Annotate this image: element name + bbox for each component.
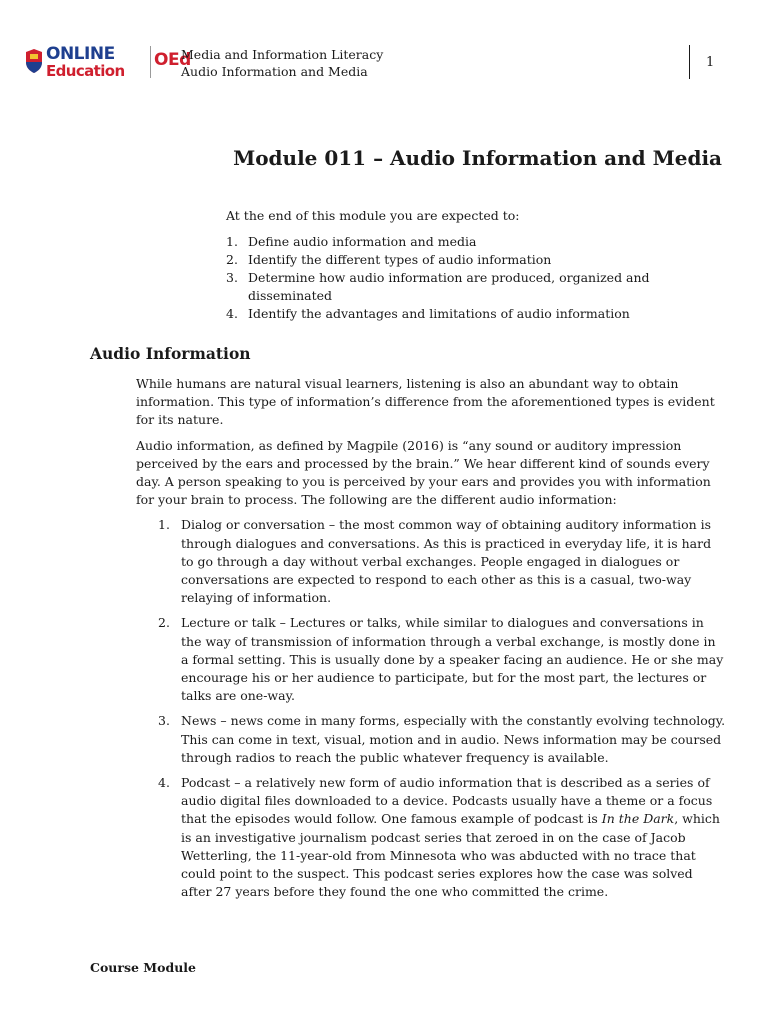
- module-title: Module 011 – Audio Information and Media: [233, 146, 722, 170]
- paragraph-definition: Audio information, as defined by Magpile (2016) is “any sound or auditory impression perceived by the ears and processed by the brain.” We hear different kind of sounds every day. A person speaking to you is perceived by your ears and provides you with information for your brain to process. The following are the different audio information:: [136, 437, 711, 508]
- objectives-intro: At the end of this module you are expected to:: [226, 208, 520, 223]
- audio-types-list: [136, 516, 726, 901]
- objective-number: 2.: [226, 252, 238, 267]
- audio-type-item: [158, 712, 726, 767]
- podcast-title: In the Dark: [601, 811, 675, 827]
- objective-number: 3.: [226, 270, 238, 285]
- audio-type-item: [158, 516, 726, 607]
- objectives-block: [226, 207, 716, 323]
- objective-text: Identify the different types of audio information: [248, 252, 552, 267]
- audio-type-text: Dialog or conversation – the most common way of obtaining auditory information is through dialogues and conversations. As this is practiced in everyday life, it is hard to go through a day without verbal exchanges. People engaged in dialogues or conversations are expected to respond to each other as this is a casual, two-way relaying of information.: [181, 517, 712, 606]
- audio-type-number: 3.: [158, 713, 170, 729]
- audio-type-number: 4.: [158, 775, 170, 791]
- logo-online-text: ONLINE: [46, 44, 115, 64]
- podcast-text-after: , which is an investigative journalism podcast series that zeroed in on the case of Jacob Wetterling, the 11-year-old from Minnesota who was abducted with no trace that could point to the suspect. This podcast series explores how the case was solved after 27 years before they found the one who committed the crime.: [181, 811, 720, 900]
- logo-divider: [150, 46, 151, 78]
- logo-education-text: Education: [46, 62, 125, 80]
- objective-text: Determine how audio information are produced, organized and disseminated: [248, 270, 650, 303]
- podcast-text-before: Podcast – a relatively new form of audio information that is described as a series of audio digital files downloaded to a device. Podcasts usually have a theme or a focus that the episodes would follow. One famous example of podcast is: [181, 775, 713, 827]
- audio-type-text: News – news come in many forms, especially with the constantly evolving technology. This can come in text, visual, motion and in audio. News information may be coursed through radios to reach the public whatever frequency is available.: [181, 713, 726, 765]
- shield-icon: [24, 48, 44, 74]
- audio-type-text: Lecture or talk – Lectures or talks, while similar to dialogues and conversations in the way of transmission of information through a verbal exchange, is mostly done in a formal setting. This is usually done by a speaker facing an audience. He or she may encourage his or her audience to participate, but for the most part, the lectures or talks are one-way.: [181, 615, 724, 704]
- footer-label: Course Module: [90, 960, 197, 975]
- page-number: 1: [706, 55, 715, 70]
- header-course: Media and Information Literacy: [181, 47, 384, 62]
- header-title: [181, 46, 383, 80]
- audio-type-number: 1.: [158, 517, 170, 533]
- objective-item: [226, 269, 716, 305]
- objective-text: Define audio information and media: [248, 234, 477, 249]
- logo-oed-mark: OEd: [154, 50, 191, 70]
- audio-type-number: 2.: [158, 615, 170, 631]
- audio-type-item: [158, 774, 726, 901]
- audio-type-item: [158, 614, 726, 705]
- objective-number: 4.: [226, 306, 238, 321]
- header-divider: [689, 45, 690, 79]
- objective-item: [226, 305, 716, 323]
- section-heading: Audio Information: [90, 344, 251, 363]
- objective-number: 1.: [226, 234, 238, 249]
- objectives-list: [226, 233, 716, 323]
- header-topic: Audio Information and Media: [181, 64, 368, 79]
- section-body: [136, 375, 726, 908]
- objective-text: Identify the advantages and limitations of audio information: [248, 306, 630, 321]
- objective-item: [226, 251, 716, 269]
- online-education-logo: [24, 44, 191, 84]
- paragraph-intro: While humans are natural visual learners, listening is also an abundant way to obtain information. This type of information’s difference from the aforementioned types is evident for its nature.: [136, 376, 715, 428]
- objective-item: [226, 233, 716, 251]
